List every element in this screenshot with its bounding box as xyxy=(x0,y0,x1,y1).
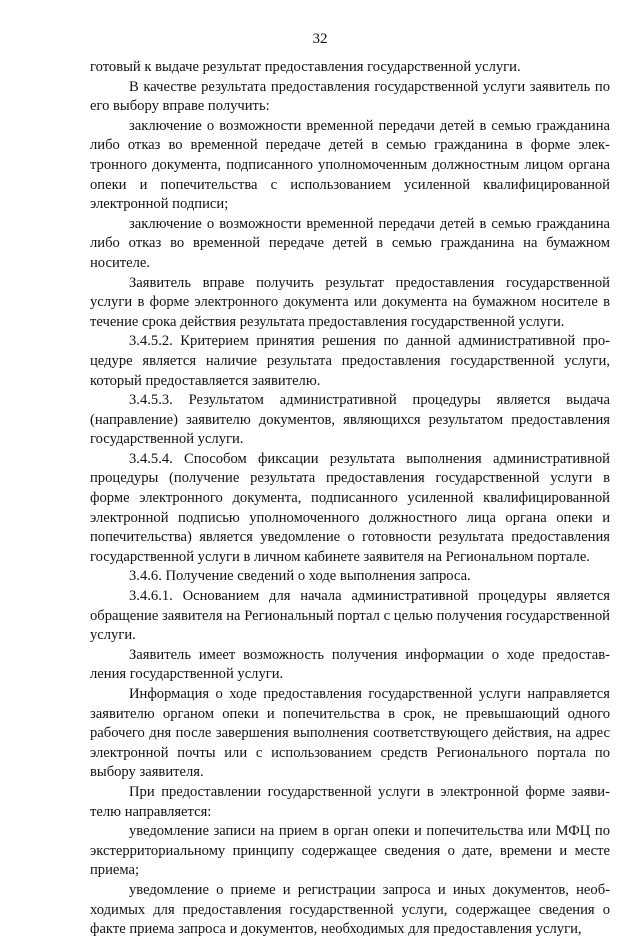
paragraph-progress-info: Заявитель имеет возможность получения информации о ходе предоставления государственной услуги. xyxy=(90,646,610,683)
page-number: 32 xyxy=(312,31,328,47)
document-body xyxy=(90,58,610,940)
paragraph-3-4-5-2: 3.4.5.2. Критерием принятия решения по данной административной процедуре является наличие результата предоставления государственной услуги, который предоставляется заявителю. xyxy=(90,333,610,389)
paragraph-registration-notice: уведомление о приеме и регистрации запроса и иных документов, необходимых для предоставления государственной услуги, содержащее сведения о факте приема запроса и документов, необходимых для предоставления услуги, xyxy=(90,881,610,938)
paragraph-continuation: готовый к выдаче результат предоставления государственной услуги. xyxy=(90,59,521,75)
paragraph-electronic-notifications: При предоставлении государственной услуги в электронной форме заявителю направляется: xyxy=(90,783,610,820)
paragraph-3-4-6-1: 3.4.6.1. Основанием для начала административной процедуры является обращение заявителя на Региональный портал с целью получения государственной услуги. xyxy=(90,588,610,644)
paragraph-appointment-notice: уведомление записи на прием в орган опеки и попечительства или МФЦ по экстерриториальному принципу содержащее сведения о дате, времени и месте приема; xyxy=(90,823,610,879)
paragraph-paper-conclusion: заключение о возможности временной передачи детей в семью гражданина либо отказ во временной передаче детей в семью гражданина на бумажном носителе. xyxy=(90,215,610,271)
paragraph-info-delivery: Информация о ходе предоставления государственной услуги направляется заявителю органом опеки и попечительства в срок, не превышающий одного рабочего дня после завершения выполнения соответствующего действия, на адрес электронной почты или с использованием средств Регионального портала по выбору заявителя. xyxy=(90,686,610,781)
paragraph-3-4-6-heading: 3.4.6. Получение сведений о ходе выполнения запроса. xyxy=(129,568,471,585)
paragraph-result-choice: В качестве результата предоставления государственной услуги заявитель по его выбору вправе получить: xyxy=(90,78,610,115)
paragraph-3-4-5-4: 3.4.5.4. Способом фиксации результата выполнения административной процедуры (получение результата предоставления государственной услуги в форме электронного документа, подписанного усиленной квалифицированной электронной подписью уполномоченного должностного лица органа опеки и попечительства) является уведомление о готовности результата предоставления государственной услуги в личном кабинете заявителя на Региональном портале. xyxy=(90,450,610,565)
paragraph-electronic-conclusion: заключение о возможности временной передачи детей в семью гражданина либо отказ во временной передаче детей в семью гражданина в форме электронного документа, подписанного уполномоченным должностным лицом органа опеки и попечительства с использованием усиленной квалифицированной электронной подписи; xyxy=(90,117,610,213)
paragraph-3-4-5-3: 3.4.5.3. Результатом административной процедуры является выдача (направление) заявителю документов, являющихся результатом предоставления государственной услуги. xyxy=(90,392,610,448)
paragraph-right-to-receive: Заявитель вправе получить результат предоставления государственной услуги в форме электронного документа или документа на бумажном носителе в течение срока действия результата предоставления государственной услуги. xyxy=(90,274,610,330)
